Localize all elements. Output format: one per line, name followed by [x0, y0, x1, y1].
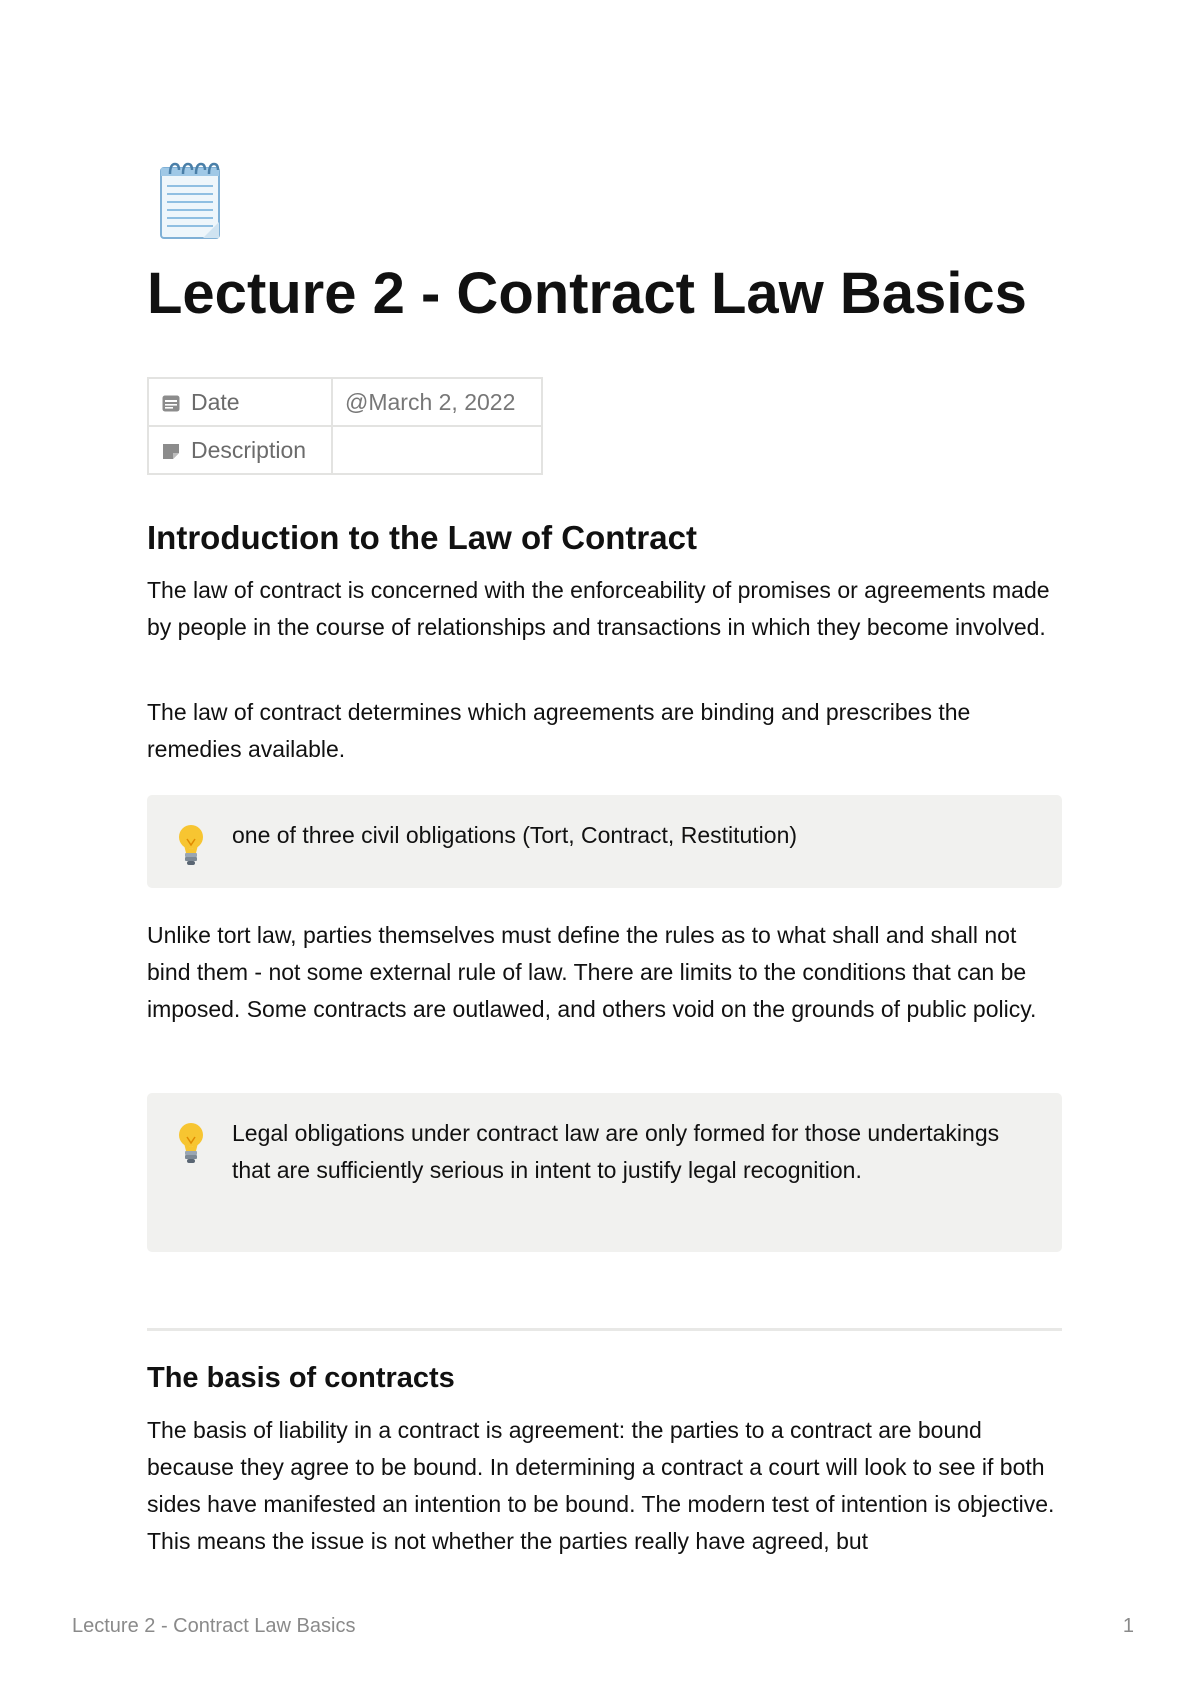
properties-table — [147, 377, 543, 475]
description-icon — [161, 441, 181, 461]
footer-title: Lecture 2 - Contract Law Basics — [72, 1615, 356, 1637]
divider — [147, 1328, 1062, 1331]
calendar-icon — [161, 393, 181, 413]
paragraph: The basis of liability in a contract is agreement: the parties to a contract are bound because they agree to be bound. In determining a contract a court will look to see if both sides have manifested an intention to be bound. The modern test of intention is objective. This means the issue is not whether the parties really have agreed, but — [147, 1417, 1055, 1554]
callout-text: Legal obligations under contract law are only formed for those undertakings that are sufficiently serious in intent to justify legal recognition. — [232, 1120, 1000, 1183]
page-title: Lecture 2 - Contract Law Basics — [147, 261, 1027, 326]
property-key-description[interactable] — [148, 426, 332, 474]
paragraph: The law of contract is concerned with the enforceability of promises or agreements made by people in the course of relationships and transactions in which they become involved. — [147, 577, 1050, 640]
callout-civil-obligations — [147, 795, 1062, 888]
section-heading-basis: The basis of contracts — [147, 1362, 455, 1394]
property-key-date[interactable] — [148, 378, 332, 426]
property-value-date[interactable]: @March 2, 2022 — [332, 378, 542, 426]
property-row-date — [148, 378, 542, 426]
paragraph: The law of contract determines which agreements are binding and prescribes the remedies available. — [147, 699, 971, 762]
section-heading-introduction: Introduction to the Law of Contract — [147, 519, 697, 556]
property-label: Description — [191, 436, 307, 463]
property-label: Date — [191, 388, 240, 415]
callout-text: one of three civil obligations (Tort, Contract, Restitution) — [232, 822, 798, 848]
notepad-icon — [157, 158, 223, 242]
lightbulb-icon — [175, 823, 207, 867]
lightbulb-icon — [175, 1121, 207, 1165]
paragraph: Unlike tort law, parties themselves must define the rules as to what shall and shall not bind them - not some external rule of law. There are limits to the conditions that can be imposed. Some contracts are outlawed, and others void on the grounds of public policy. — [147, 922, 1037, 1022]
footer-page-number: 1 — [1122, 1615, 1134, 1637]
callout-legal-obligations — [147, 1093, 1062, 1252]
property-value-description[interactable] — [332, 426, 542, 474]
property-row-description — [148, 426, 542, 474]
